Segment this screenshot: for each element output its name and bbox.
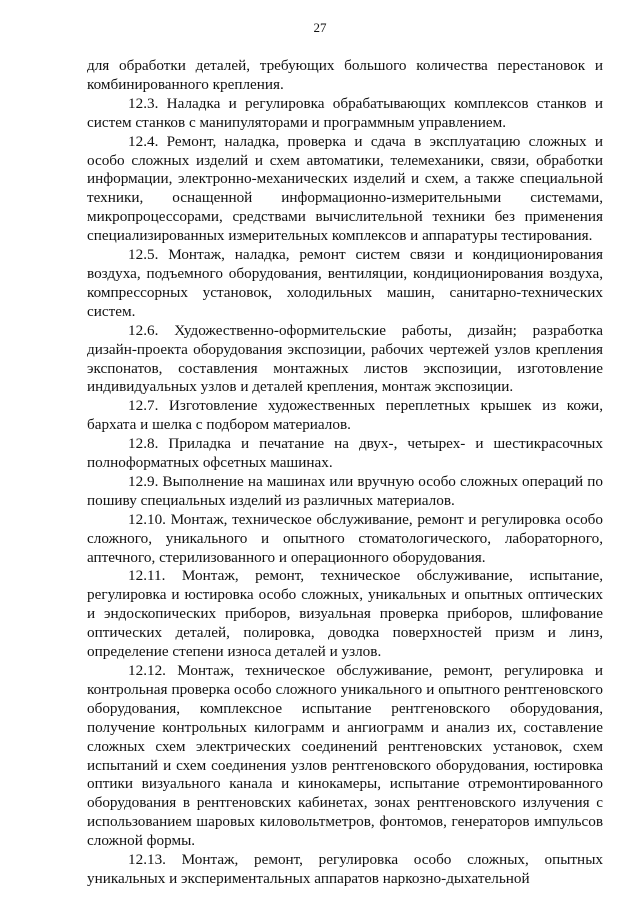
document-body [87,57,603,889]
paragraph-12-7: 12.7. Изготовление художественных переплетных крышек из кожи, бархата и шелка с подбором материалов. [87,397,603,434]
paragraph-12-3: 12.3. Наладка и регулировка обрабатывающих комплексов станков и систем станков с манипуляторами и программным управлением. [87,94,603,131]
paragraph-12-13: 12.13. Монтаж, ремонт, регулировка особо сложных, опытных уникальных и экспериментальных аппаратов наркозно-дыхательной [87,851,603,887]
paragraph-12-4: 12.4. Ремонт, наладка, проверка и сдача в эксплуатацию сложных и особо сложных изделий и схем автоматики, телемеханики, связи, обработки информации, электронно-механических изделий и схем, а также специальной техники, оснащенной информационно-измерительными системами, микропроцессорами, средствами вычислительной техники без применения специализированных измерительных комплексов и аппаратуры тестирования. [87,132,603,245]
page-number: 27 [313,20,327,35]
paragraph-12-9: 12.9. Выполнение на машинах или вручную особо сложных операций по пошиву специальных изделий из различных материалов. [87,472,603,509]
paragraph-12-10: 12.10. Монтаж, техническое обслуживание, ремонт и регулировка особо сложного, уникального и опытного стоматологического, лабораторного, аптечного, стерилизованного и операционного оборудования. [87,510,603,566]
paragraph-12-12: 12.12. Монтаж, техническое обслуживание, ремонт, регулировка и контрольная проверка особо сложного уникального и опытного рентгеновского оборудования, комплексное испытание рентгеновского оборудования, получение контрольных килограмм и ангиограмм и анализ их, составление сложных схем электрических соединений рентгеновских установок, схем испытаний и схем соединения узлов рентгеновского оборудования, юстировка оптики визуального канала и кинокамеры, испытание отремонтированного оборудования в рентгеновских кабинетах, зонах рентгеновского излучения с использованием шаровых киловольтметров, фонтомов, генераторов импульсов сложной формы. [87,662,603,850]
paragraph-12-11: 12.11. Монтаж, ремонт, техническое обслуживание, испытание, регулировка и юстировка особо сложных, уникальных и опытных оптических и эндоскопических приборов, визуальная проверка приборов, шлифование оптических деталей, полировка, доводка поверхностей призм и линз, определение степени износа деталей и узлов. [87,567,603,661]
paragraph-12-8: 12.8. Приладка и печатание на двух-, четырех- и шестикрасочных полноформатных офсетных машинах. [87,435,603,472]
paragraph-12-5: 12.5. Монтаж, наладка, ремонт систем связи и кондиционирования воздуха, подъемного оборудования, вентиляции, кондиционирования воздуха, компрессорных установок, холодильных машин, санитарно-технических систем. [87,246,603,320]
paragraph-12-6: 12.6. Художественно-оформительские работы, дизайн; разработка дизайн-проекта оборудования экспозиции, рабочих чертежей узлов крепления экспонатов, составления монтажных листов экспозиции, изготовление индивидуальных узлов и деталей крепления, монтаж экспозиции. [87,321,603,396]
paragraph-continuation: для обработки деталей, требующих большого количества перестановок и комбинированного крепления. [87,57,603,93]
